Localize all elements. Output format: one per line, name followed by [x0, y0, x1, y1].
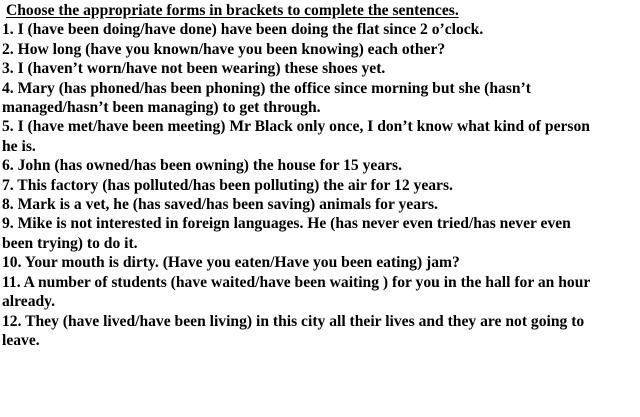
sentence-line: 8. Mark is a vet, he (has saved/has been saving) animals for years.	[2, 196, 438, 214]
sentence-line-continued: he is.	[2, 137, 36, 155]
sentence-line: 12. They (have lived/have been living) in this city all their lives and they are not going to	[2, 312, 585, 330]
sentence-item	[2, 312, 634, 351]
sentence-line: 7. This factory (has polluted/has been polluting) the air for 12 years.	[2, 176, 453, 194]
exercise-instructions: Choose the appropriate forms in brackets to complete the sentences.	[6, 2, 459, 19]
sentence-item	[2, 79, 634, 118]
sentence-item	[2, 214, 634, 253]
sentence-line: 1. I (have been doing/have done) have been doing the flat since 2 o’clock.	[2, 21, 484, 39]
sentence-line: 10. Your mouth is dirty. (Have you eaten/Have you been eating) jam?	[2, 254, 460, 272]
sentence-line: 3. I (haven’t worn/have not been wearing) these shoes yet.	[2, 60, 386, 78]
sentence-item	[2, 253, 634, 272]
sentence-line: 4. Mary (has phoned/has been phoning) the office since morning but she (hasn’t	[2, 79, 531, 97]
sentence-item	[2, 59, 634, 78]
sentence-item	[2, 40, 634, 59]
sentence-line-continued: been trying) to do it.	[2, 234, 138, 252]
sentence-line: 2. How long (have you known/have you been knowing) each other?	[2, 40, 446, 58]
sentence-item	[2, 176, 634, 195]
sentence-item	[2, 273, 634, 312]
sentence-list	[2, 20, 634, 350]
sentence-item	[2, 117, 634, 156]
sentence-item	[2, 195, 634, 214]
sentence-line: 5. I (have met/have been meeting) Mr Black only once, I don’t know what kind of person	[2, 118, 590, 136]
sentence-line-continued: managed/hasn’t been managing) to get through.	[2, 99, 321, 117]
sentence-item	[2, 20, 634, 39]
sentence-line-continued: leave.	[2, 331, 40, 349]
sentence-item	[2, 156, 634, 175]
sentence-line: 6. John (has owned/has been owning) the house for 15 years.	[2, 157, 403, 175]
sentence-line: 11. A number of students (have waited/have been waiting ) for you in the hall for an hour	[2, 273, 591, 291]
sentence-line-continued: already.	[2, 293, 55, 311]
sentence-line: 9. Mike is not interested in foreign languages. He (has never even tried/has never even	[2, 215, 571, 233]
